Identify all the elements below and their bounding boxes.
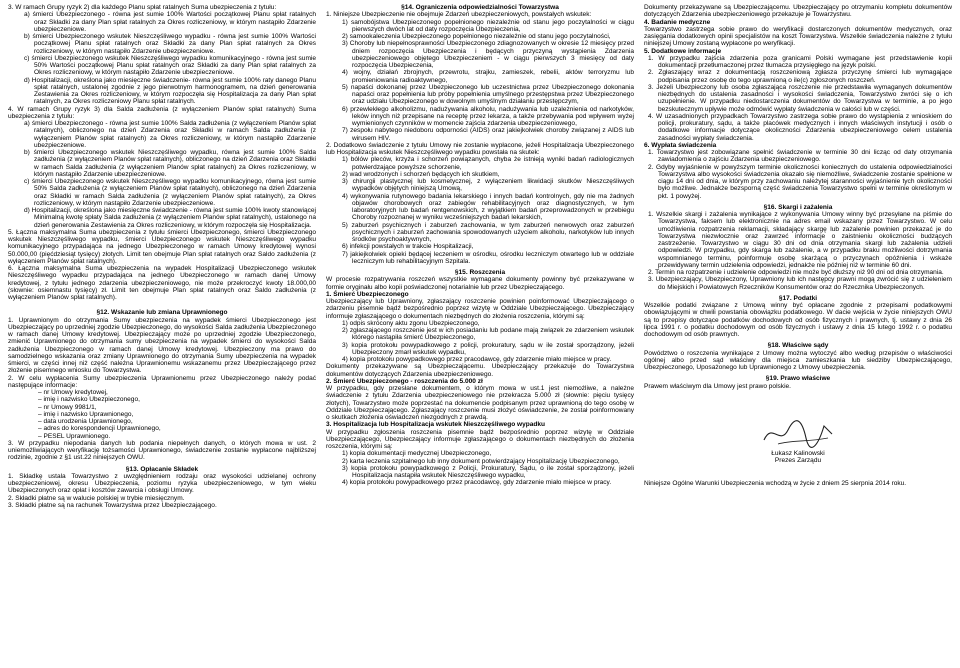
section-heading-18: §18. Właściwe sądy (767, 342, 829, 350)
signature-scribble (758, 416, 838, 450)
list-item: 2) wad wrodzonych i schorzeń będących ich skutkiem, (342, 170, 500, 178)
signatory-name: Łukasz Kalinowski (771, 449, 825, 457)
paragraph: 3. W przypadku niepodania danych lub podania niepełnych danych, o których mowa w ust. 2 uniemożliwiających weryfikację tożsamości Uprawnionego, świadczenie zostanie wypłacone najbliższej rodzinie, zgodnie z §1 ust.22 niniejszych OWU. (8, 439, 316, 462)
list-item: 2. Zgłaszający wraz z dokumentacją roszczeniową zgłasza przyczynę śmierci lub wymagające podpisania przez osobę do tego uprawnioną o ile(c) zgłoszonych roszczeń. (648, 69, 952, 84)
list-item: d) Hospitalizacji, określona jako miesięczne świadczenie- równa jest sumie 100% raty danego Planu spłat ratalnych, ustalonej zgodnie z jego pierwotnym harmonogramem, na dzień generowania Zestawienia za Okres rozliczeniowy, w którym rozpoczęła się Hospitalizacja za dany Plan spłat ratalnych, za Okres rozliczeniowy Planu spłat ratalnych. (24, 76, 316, 106)
list-item: 2) samookaleczenia Ubezpieczonego popełnionego niezależnie od stanu jego poczytalności, (342, 33, 611, 40)
signature-block (644, 416, 952, 465)
list-item: 6) przewlekłego alkoholizmu, nadużywania alkoholu, nadużywania lub uzależnienia od narkotyków, leków innych niż przepisane na receptę przez lekarza, a także przebywania pod wpływem wyżej wymienionych czynników w momencie zajścia zdarzenia ubezpieczeniowego, (342, 105, 634, 127)
list-item: 4) kopia protokołu powypadkowego przez pracodawcę, gdy zdarzenie miało miejsce w pracy. (342, 356, 612, 363)
list-item: 5) zaburzeń psychicznych i zaburzeń zachowania, w tym zaburzeń nerwowych oraz zaburzeń psychicznych i zaburzeń zachowania spowodowanych użyciem alkoholu, narkotyków lub innych środków psychoaktywnych, (342, 221, 634, 243)
paragraph: 2. Składki płatne są w walucie polskiej w trybie miesięcznym. (8, 494, 185, 502)
paragraph: Wszelkie podatki związane z Umową winny być opłacane zgodnie z przepisami podatkowymi obowiązującymi w chwili powstania obowiązku podatkowego. W dacie wejścia w życie niniejszych OWU są to przepisy dotyczące podatków dochodowych od osób fizycznych i prawnych, tj. ustawy z dnia 26 lipca 1991 r. o podatku dochodowym od osób fizycznych i ustawy z dnia 15 lutego 1992 r. o podatku dochodowym od osób prawnych. (644, 302, 952, 338)
section-heading-12: §12. Wskazanie lub zmiana Uprawnionego (96, 309, 228, 317)
section-heading-13: §13. Opłacanie Składek (125, 465, 199, 473)
subsection-heading: 5. Dodatkowe informacje (644, 47, 722, 55)
list-item: 3) kopia protokołu powypadkowego z Policji, Prokuratury, Sądu, o ile został sporządzony, jeżeli Hospitalizacja nastąpiła wskutek Nieszczęśliwego wypadku, (342, 464, 634, 479)
list-item: 4. W uzasadnionych przypadkach Towarzystwo zastrzega sobie prawo do wystąpienia z wnioskiem do policji, prokuratury, sądu, a także placówek medycznych i innych właściwych instytucji i osób o dodatkowe informacje dotyczące okoliczności Zdarzenia ubezpieczeniowego celem ustalenia zasadności wypłaty świadczenia. (648, 112, 952, 142)
list-item: b) śmierci Ubezpieczonego wskutek Nieszczęśliwego wypadku - równa jest sumie 100% Wartości początkowej Planu spłat ratalnych oraz Składki za dany Plan spłat ratalnych za Okres rozliczeniowy, w którym nastąpiło Zdarzenie ubezpieczeniowe. (24, 33, 316, 55)
list-item: 4) kopia protokołu powypadkowego przez pracodawcę, gdy zdarzenie miało miejsce w pracy. (342, 479, 612, 487)
section-heading-17: §17. Podatki (778, 294, 818, 302)
list-item: 4) wykonywania rutynowego badania lekarskiego i innych badań kontrolnych, gdy nie ma żadnych objawów chorobowych oraz zabiegów rehabilitacyjnych oraz diagnostycznych, w tym laboratoryjnych lub badań rentgenowskich, z wyjątkiem badań przeprowadzonych w przebiegu Choroby rozpoznanej w wyniku wcześniejszych badań lekarskich, (342, 192, 634, 222)
list-item: d) Hospitalizacji, określona jako miesięczne świadczenie - równa jest sumie 100% kwoty stanowiącej Minimalną kwotę spłaty Salda zadłużenia (z wyłączeniem Planów spłat ratalnych), ustalonego na dzień generowania Zestawienia za Okres rozliczeniowy, w którym rozpoczęła się Hospitalizacja. (24, 207, 316, 229)
list-item: c) śmierci Ubezpieczonego wskutek Nieszczęśliwego wypadku komunikacyjnego, równa jest sumie 50% Salda zadłużenia (z wyłączeniem Planów spłat ratalnych), obliczonego na dzień Zdarzenia oraz Składki w ramach Salda zadłużenia (z wyłączeniem Planów spłat ratalnych), za Okres rozliczeniowy, w którym nastąpiło Zdarzenie ubezpieczeniowe. (24, 178, 316, 207)
list-item: 1) bólów pleców, krzyża i schorzeń powiązanych, chyba że istnieją wyniki badań radiologicznych potwierdzające powyższe schorzenie, (342, 156, 634, 171)
list-item: 5) napaści dokonanej przez Ubezpieczonego lub uczestnictwa przez Ubezpieczonego dokonania napaści oraz popełnienia lub próby popełnienia umyślnego przestępstwa przez Ubezpieczonego oraz udziału Ubezpieczonego w dowolnym umyślnym działaniu przestępczym, (342, 83, 634, 106)
paragraph: W przypadku, gdy przesłane dokumentem, o którym mowa w ust.1 jest niemożliwe, a należne świadczenie z tytułu Zdarzenia ubezpieczeniowego nie przekracza 5.000 zł (słownie: pięciu tysięcy złotych), Towarzystwo może poprzestać na dokumencie podpisanym przez uprawnioną do tego osobę w Oddziale Ubezpieczającego. Zgłaszający roszczenie musi złożyć oświadczenie, że został poinformowany o skutkach złożenia oświadczeń niezgodnych z prawdą. (326, 385, 634, 421)
paragraph: 1. Uprawnionym do otrzymania Sumy ubezpieczenia na wypadek śmierci Ubezpieczonego jest Ubezpieczający po uprzedniej zgodzie Ubezpieczonego, do wysokości Salda zadłużenia Ubezpieczonego w ramach danej Umowy kredytowej. Ubezpieczający może po uprzedniej zgodzie Ubezpieczonego, zmienić Uprawnionego do otrzymania sumy ubezpieczenia na wypadek śmierci do wysokości Salda zadłużenia Ubezpieczonego w ramach danej Umowy kredytowej. Ubezpieczony ma prawo do samodzielnego wskazania oraz zmiany Uprawnionego do otrzymania Sumy ubezpieczenia na wypadek śmierci, w części innej niż część należna Uprawnionemu wskazanemu przez Ubezpieczającego przez złożenie pisemnego wniosku do Towarzystwa. (8, 316, 316, 375)
column-middle (326, 4, 634, 668)
list-item: 4) wojny, działań zbrojnych, przewrotu, strajku, zamieszek, rebelii, aktów terroryzmu lub promieniowania radioaktywnego, (342, 69, 634, 84)
list-item: 1) samobójstwa Ubezpieczonego popełnionego niezależnie od stanu jego poczytalności w ciągu pierwszych dwóch lat od daty rozpoczęcia Ubezpieczenia, (342, 18, 634, 33)
list-item: 2) karta leczenia szpitalnego lub inny dokument potwierdzający Hospitalizację Ubezpieczonego, (342, 457, 620, 465)
section-heading-19: §19. Prawo właściwe (765, 375, 831, 383)
list-item: – data urodzenia Uprawnionego, (38, 418, 133, 425)
list-item: 3) kopia protokołu powypadkowego z policji, prokuratury, sądu w ile został sporządzony, jeżeli Ubezpieczony zmarł wskutek wypadku, (342, 341, 634, 356)
list-item: – imię i nazwisko Uprawnionego, (38, 410, 134, 418)
subsection-heading: 3. Hospitalizacja lub Hospitalizacja wskutek Nieszczęśliwego wypadku (326, 421, 546, 429)
section-heading-16: §16. Skargi i zażalenia (763, 203, 833, 211)
list-item: 1. Towarzystwo jest zobowiązane spełnić świadczenie w terminie 30 dni licząc od daty otrzymania zawiadomienia o zajściu Zdarzenia ubezpieczeniowego. (648, 149, 952, 164)
list-item: a) śmierci Ubezpieczonego - równa jest sumie 100% Wartości początkowej Planu spłat ratalnych oraz Składki za dany Plan spłat ratalnych za Okres rozliczeniowy, w którym nastąpiło Zdarzenie ubezpieczeniowe. (24, 11, 316, 33)
list-item: 1. W przypadku zajścia zdarzenia poza granicami Polski wymagane jest przedstawienie kopii dokumentacji przetłumaczonej przez tłumacza przysięgłego na język polski. (648, 54, 952, 69)
paragraph: Dokumenty przekazywane są Ubezpieczającemu. Ubezpieczający przekazuje do Towarzystwa dokumentów dotyczących Zdarzenia ubezpieczeniowego. (326, 363, 634, 378)
list-item: 2. Gdyby wyjaśnienie w powyższym terminie okoliczności koniecznych do ustalenia odpowiedzialności Towarzystwa albo wysokości świadczenia okazało się niemożliwe, świadczenie zostanie spełnione w ciągu 14 dni od dnia, w którym przy zachowaniu należytej staranności wyjaśnienie tych okoliczności było możliwe. Jednakże bezsporną część świadczenia Towarzystwo spełni w terminie określonym w pkt. 1 powyżej. (648, 163, 952, 200)
paragraph: Ubezpieczający lub Uprawniony, zgłaszający roszczenie powinien poinformować Ubezpieczającego o zdarzeniu pisemnie bądź bezpośrednio poprzez wizytę w Oddziale Ubezpieczającego. Ubezpieczający informuje zgłaszającego o dokumentach niezbędnych do złożenia roszczenia, którymi są: (326, 298, 634, 320)
paragraph: 4. W ramach Grupy ryzyk 3) dla Salda zadłużenia (z wyłączeniem Planów spłat ratalnych) Suma ubezpieczenia z tytułu: (8, 105, 316, 120)
list-item: 2) zgłaszającego roszczenie jest w ich posiadaniu lub podane mają związek ze zdarzeniem wskutek którego nastąpiła śmierć Ubezpieczonego, (342, 327, 634, 342)
list-item: 2. Termin na rozpatrzenie i udzielenie odpowiedzi nie może być dłuższy niż 90 dni od dnia otrzymania. (648, 269, 944, 276)
section-heading-14: §14. Ograniczenia odpowiedzialności Towarzystwa (401, 4, 559, 11)
paragraph: 5. Łączna maksymalna Suma ubezpieczenia z tytułu śmierci Ubezpieczonego, śmierci Ubezpieczonego wskutek Nieszczęśliwego wypadku, śmierci Ubezpieczonego wskutek Nieszczęśliwego wypadku komunikacyjnego przypadająca na jednego Ubezpieczonego w ramach Umowy kredytowej wynosi 50.000,00 (pięćdziesiąt tysięcy) złotych. Limit ten obejmuje Plan spłat ratalnych oraz Saldo zadłużenia (z wyłączeniem Planów spłat ratalnych). (8, 228, 316, 265)
list-item: b) śmierci Ubezpieczonego wskutek Nieszczęśliwego wypadku, równa jest sumie 100% Salda zadłużenia (z wyłączeniem Planów spłat ratalnych), obliczonego na dzień Zdarzenia oraz Składki w ramach Salda zadłużenia (z wyłączeniem Planów spłat ratalnych) za Okres rozliczeniowy, w którym nastąpiło Zdarzenie ubezpieczeniowe. (24, 149, 316, 178)
list-item: 1) odpis skrócony aktu zgonu Ubezpieczonego, (342, 319, 480, 327)
paragraph: W przypadku zgłoszenia roszczenia pisemnie bądź bezpośrednio poprzez wizytę w Oddziale Ubezpieczającego, Ubezpieczający informuje zgłaszającego o dokumentach niezbędnych do złożenia roszczenia, którymi są: (326, 428, 634, 450)
paragraph: 3. Składki płatne są na rachunek Towarzystwa przez Ubezpieczającego. (8, 501, 217, 509)
list-item: 3) chirurgii plastycznej lub kosmetycznej, z wyłączeniem likwidacji skutków Nieszczęśliwych wypadków objętych niniejszą Umową, (342, 178, 634, 193)
subsection-heading: 2. Śmierć Ubezpieczonego - roszczenia do 5.000 zł (326, 377, 483, 385)
list-item: 7) jakiejkolwiek opieki będącej leczeniem w ośrodku, ośrodku leczniczym otwartego lub w oddziale leczniczym lub rehabilitacyjnym Szpitala. (342, 250, 634, 265)
list-item: a) śmierci Ubezpieczonego - równa jest sumie 100% Salda zadłużenia (z wyłączeniem Planów spłat ratalnych), obliczonego na dzień Zdarzenia oraz Składki w ramach Salda zadłużenia (z wyłączeniem Planów spłat ratalnych) za Okres rozliczeniowy, w którym nastąpiło Zdarzenie ubezpieczeniowe. (24, 120, 316, 149)
paragraph: 2. W celu wypłacenia Sumy ubezpieczenia Uprawnionemu przez Ubezpieczonego należy podać następujące informacje: (8, 374, 316, 389)
list-item: – PESEL Uprawnionego. (38, 432, 111, 440)
paragraph: Prawem właściwym dla Umowy jest prawo polskie. (644, 382, 791, 390)
list-item: – nr Umowy 9981/1, (38, 403, 97, 411)
list-item: – nr Umowy kredytowej, (38, 389, 108, 396)
paragraph: Powództwo o roszczenia wynikające z Umowy można wytoczyć albo według przepisów o właściwości ogólnej albo przed sąd właściwy dla miejsca zamieszkania lub siedziby Ubezpieczającego, Ubezpieczonego, Uposażonego lub Uprawnionego z Umowy ubezpieczenia. (644, 349, 952, 371)
subsection-heading: 1. Śmierć Ubezpieczonego (326, 290, 409, 298)
list-item: 3. Jeżeli Ubezpieczony lub osoba zgłaszająca roszczenie nie przedstawiła wymaganych dokumentów niezbędnych do ustalenia zasadności i wysokości świadczenia, Towarzystwo zwróci się o ich uzupełnienie. W przypadku niedostarczenia dokumentów do Towarzystwa w terminie, a po jego bezskutecznym upływie może odmówić wypłaty świadczenia w całości lub w części. (648, 83, 952, 113)
list-item: – adres do korespondencji Uprawnionego, (38, 425, 161, 433)
column-left (8, 4, 316, 668)
paragraph: W procesie rozpatrywania roszczeń wszystkie wymagane dokumenty powinny być przekazywane w formie oryginału albo kopii poświadczonej notarialnie lub przez Ubezpieczającego. (326, 276, 634, 291)
paragraph: Towarzystwo zastrzega sobie prawo do weryfikacji dostarczonych dokumentów medycznych, oraz zasięgania dodatkowych opinii specjalistów na koszt Towarzystwa. Wszelkie świadczenia należne z tytułu niniejszej Umowy zostaną wypłacone po weryfikacji. (644, 25, 952, 48)
subsection-heading: 4. Badanie medyczne (644, 18, 711, 26)
list-item: 6) infekcji powstałych w trakcie Hospitalizacji, (342, 243, 474, 251)
paragraph: 1. Składkę ustala Towarzystwo z uwzględnieniem rodzaju oraz wysokości udzielanej ochrony ubezpieczeniowej, okresu Ubezpieczenia, poziomu ryzyka ubezpieczeniowego, w tym wieku Ubezpieczonych oraz opłat i kosztów zawarcia i obsługi Umowy. (8, 472, 316, 495)
paragraph: 6. Łączna maksymalna Suma ubezpieczenia na wypadek Hospitalizacji Ubezpieczonego wskutek Nieszczęśliwego wypadku przypadająca na jednego Ubezpieczonego w ramach danej Umowy kredytowej, z tytułu jednego zdarzenia ubezpieczeniowego, nie może przekroczyć kwoty 18.000,00 (słownie: osiemnastu tysięcy) zł. Limit ten obejmuje Plan spłat ratalnych oraz Saldo zadłużenia (z wyłączeniem Planów spłat ratalnych). (8, 265, 316, 301)
column-right (644, 4, 952, 668)
paragraph: Dokumenty przekazywane są Ubezpieczającemu. Ubezpieczający po otrzymaniu kompletu dokumentów dotyczących Zdarzenia ubezpieczeniowego przekazuje je Towarzystwu. (644, 4, 952, 19)
section-heading-15: §15. Roszczenia (454, 269, 506, 276)
list-item: 1. Wszelkie skargi i zażalenia wynikające z wykonywania Umowy winny być przesyłane na piśmie do Towarzystwa, faksem lub elektronicznie na adres email wskazany przez Towarzystwo. W celu umożliwienia rozpatrzenia reklamacji, składający skargę lub zażalenie powinien przekazać je do Towarzystwa niezwłocznie oraz zawrzeć informacje o zaistnieniu okoliczności budzących zastrzeżenie. Towarzystwo w ciągu 30 dni od dnia otrzymania skargi lub zażalenia udzieli odpowiedzi. W przypadku, gdy skarga lub zażalenie, a w przypadku braku możliwości dotrzymania wspomnianego terminu, poinformuje osobę skarżącą o przyczynach opóźnienia i wskaże przewidywany termin udzielenia odpowiedzi, jednakże nie później niż w terminie 60 dni. (648, 211, 952, 269)
list-item: 1) kopia dokumentacji medycznej Ubezpieczonego, (342, 450, 492, 458)
paragraph: 2. Dodatkowo świadczenie z tytułu Umowy nie zostanie wypłacone, jeżeli Hospitalizacja Ubezpieczonego lub Hospitalizacja wskutek Nieszczęśliwego wypadku powstała na skutek: (326, 141, 634, 156)
effective-date-note: Niniejsze Ogólne Warunki Ubezpieczenia wchodzą w życie z dniem 25 sierpnia 2014 roku. (644, 480, 907, 488)
paragraph: 3. W ramach Grupy ryzyk 2) dla każdego Planu spłat ratalnych Suma ubezpieczenia z tytułu: (8, 4, 277, 11)
list-item: 3) Choroby lub niepełnosprawności Ubezpieczonego zdiagnozowanych w okresie 12 miesięcy przed dniem rozpoczęcia Ubezpieczenia i będących przyczyną wystąpienia Zdarzenia ubezpieczeniowego objętego Ubezpieczeniem - w ciągu pierwszych 3 miesięcy od daty rozpoczęcia Ubezpieczenia, (342, 40, 634, 69)
list-item: 3. Ubezpieczający, Ubezpieczony, Uprawniony lub ich następcy prawni mogą zwrócić się z udzieleniem do Miejskich i Powiatowych Rzeczników Konsumentów oraz do Rzecznika Ubezpieczonych. (648, 276, 952, 291)
list-item: c) śmierci Ubezpieczonego wskutek Nieszczęśliwego wypadku komunikacyjnego - równa jest sumie 50% Wartości początkowej Planu spłat ratalnych oraz Składki za dany Plan spłat ratalnych za Okres rozliczeniowy, w którym nastąpiło Zdarzenie ubezpieczeniowe. (24, 54, 316, 77)
paragraph: 1. Niniejsze Ubezpieczenie nie obejmuje Zdarzeń ubezpieczeniowych, powstałych wskutek: (326, 11, 592, 19)
signatory-title: Prezes Zarządu (774, 457, 822, 464)
list-item: – imię i nazwisko Ubezpieczonego, (38, 396, 140, 404)
list-item: 7) zespołu nabytego niedoboru odporności (AIDS) oraz jakiejkolwiek choroby związanej z AIDS lub wirusem HIV. (342, 127, 634, 142)
subsection-heading: 6. Wypłata świadczenia (644, 141, 717, 149)
